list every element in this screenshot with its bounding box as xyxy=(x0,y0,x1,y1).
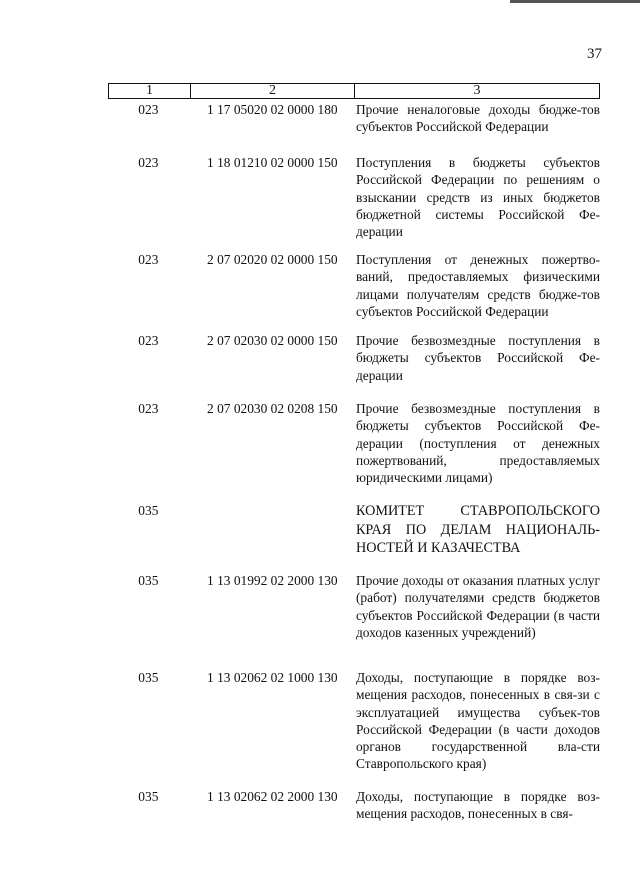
admin-code: 023 xyxy=(138,155,159,170)
budget-classification-code: 1 17 05020 02 0000 180 xyxy=(207,102,338,117)
admin-code: 023 xyxy=(138,333,159,348)
department-heading: КОМИТЕТ СТАВРОПОЛЬСКОГО КРАЯ ПО ДЕЛАМ НАЦИОНАЛЬ-НОСТЕЙ И КАЗАЧЕСТВА xyxy=(355,503,600,557)
admin-code: 035 xyxy=(138,670,159,685)
income-description: Доходы, поступающие в порядке воз-мещения расходов, понесенных в свя-зи с эксплуатацией имущества субъек-тов Российской Федерации (в части доходов органов государственной вла-сти Ставропольского края) xyxy=(355,670,600,772)
budget-classification-code: 2 07 02030 02 0208 150 xyxy=(207,401,338,416)
table-row xyxy=(108,502,600,572)
scan-edge-line xyxy=(510,0,640,3)
income-description: Поступления от денежных пожертво-ваний, предоставляемых физическими лицами получателям средств бюдже-тов субъектов Российской Федерации xyxy=(355,252,600,319)
table-row xyxy=(108,101,600,154)
table-row xyxy=(108,332,600,400)
income-description: Прочие безвозмездные поступления в бюджеты субъектов Российской Фе-дерации (поступления от денежных пожертвований, предоставляемых юридическими лицами) xyxy=(355,401,600,486)
table-body xyxy=(108,101,600,828)
budget-classification-code: 1 13 02062 02 1000 130 xyxy=(207,670,338,685)
admin-code: 023 xyxy=(138,102,159,117)
budget-classification-code: 2 07 02030 02 0000 150 xyxy=(207,333,338,348)
budget-classification-code: 2 07 02020 02 0000 150 xyxy=(207,252,338,267)
budget-classification-code: 1 18 01210 02 0000 150 xyxy=(207,155,338,170)
budget-classification-code: 1 13 02062 02 2000 130 xyxy=(207,789,338,804)
income-description: Поступления в бюджеты субъектов Российской Федерации по решениям о взыскании средств из иных бюджетов бюджетной системы Российской Фе-дерации xyxy=(355,155,600,240)
income-description: Прочие безвозмездные поступления в бюджеты субъектов Российской Фе-дерации xyxy=(355,333,600,383)
table-header-col-2: 2 xyxy=(191,84,355,98)
income-description: Прочие доходы от оказания платных услуг (работ) получателями средств бюджетов субъектов Российской Федерации (в части доходов казенных учреждений) xyxy=(355,573,600,640)
table-row xyxy=(108,669,600,788)
budget-classification-code: 1 13 01992 02 2000 130 xyxy=(207,573,338,588)
admin-code: 035 xyxy=(138,573,159,588)
table-row xyxy=(108,572,600,669)
admin-code: 023 xyxy=(138,401,159,416)
page-number: 37 xyxy=(587,46,602,62)
budget-classification-code xyxy=(189,502,356,572)
admin-code: 035 xyxy=(138,789,159,804)
table-header-col-3: 3 xyxy=(473,83,481,98)
admin-code: 035 xyxy=(138,503,159,518)
income-description: Прочие неналоговые доходы бюдже-тов субъектов Российской Федерации xyxy=(355,102,600,135)
table-row xyxy=(108,788,600,828)
table-row xyxy=(108,400,600,502)
income-description: Доходы, поступающие в порядке воз-мещения расходов, понесенных в свя- xyxy=(355,789,600,822)
table-row xyxy=(108,154,600,251)
table-header-row xyxy=(108,83,600,99)
table-row xyxy=(108,251,600,332)
table-header-col-1: 1 xyxy=(109,84,191,98)
admin-code: 023 xyxy=(138,252,159,267)
